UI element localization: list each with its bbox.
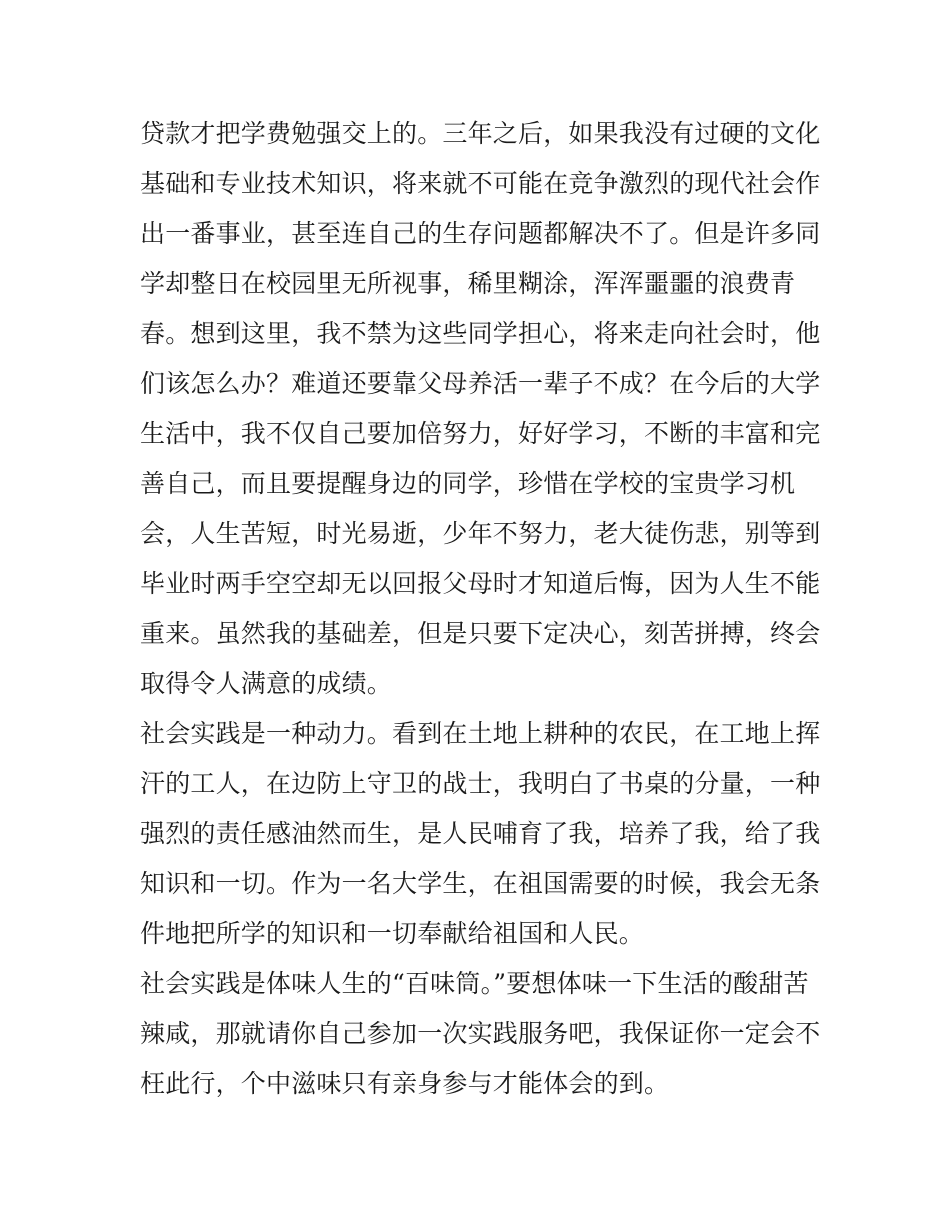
text-line: 强烈的责任感油然而生，是人民哺育了我，培养了我，给了我 xyxy=(140,819,820,848)
text-line: 重来。虽然我的基础差，但是只要下定决心，刻苦拼搏，终会 xyxy=(140,619,820,648)
text-line: 贷款才把学费勉强交上的。三年之后，如果我没有过硬的文化 xyxy=(140,119,820,148)
text-line: 枉此行，个中滋味只有亲身参与才能体会的到。 xyxy=(140,1069,670,1098)
text-line: 善自己，而且要提醒身边的同学，珍惜在学校的宝贵学习机 xyxy=(140,469,796,498)
text-line: 学却整日在校园里无所视事，稀里糊涂，浑浑噩噩的浪费青 xyxy=(140,269,796,298)
text-line: 取得令人满意的成绩。 xyxy=(140,669,393,698)
text-line: 们该怎么办？难道还要靠父母养活一辈子不成？在今后的大学 xyxy=(140,369,820,398)
text-line: 会，人生苦短，时光易逝，少年不努力，老大徒伤悲，别等到 xyxy=(140,519,820,548)
document-body xyxy=(140,109,820,1109)
text-line: 毕业时两手空空却无以回报父母时才知道后悔，因为人生不能 xyxy=(140,569,820,598)
text-line: 辣咸，那就请你自己参加一次实践服务吧，我保证你一定会不 xyxy=(140,1019,820,1048)
text-line: 汗的工人，在边防上守卫的战士，我明白了书桌的分量，一种 xyxy=(140,769,820,798)
text-line: 春。想到这里，我不禁为这些同学担心，将来走向社会时，他 xyxy=(140,319,820,348)
text-line: 知识和一切。作为一名大学生，在祖国需要的时候，我会无条 xyxy=(140,869,820,898)
text-line: 生活中，我不仅自己要加倍努力，好好学习，不断的丰富和完 xyxy=(140,419,820,448)
text-line: 社会实践是一种动力。看到在土地上耕种的农民，在工地上挥 xyxy=(140,719,820,748)
text-line: 社会实践是体味人生的“百味筒。”要想体味一下生活的酸甜苦 xyxy=(140,969,809,998)
text-line: 件地把所学的知识和一切奉献给祖国和人民。 xyxy=(140,919,645,948)
text-line: 出一番事业，甚至连自己的生存问题都解决不了。但是许多同 xyxy=(140,219,820,248)
text-line: 基础和专业技术知识，将来就不可能在竞争激烈的现代社会作 xyxy=(140,169,820,198)
